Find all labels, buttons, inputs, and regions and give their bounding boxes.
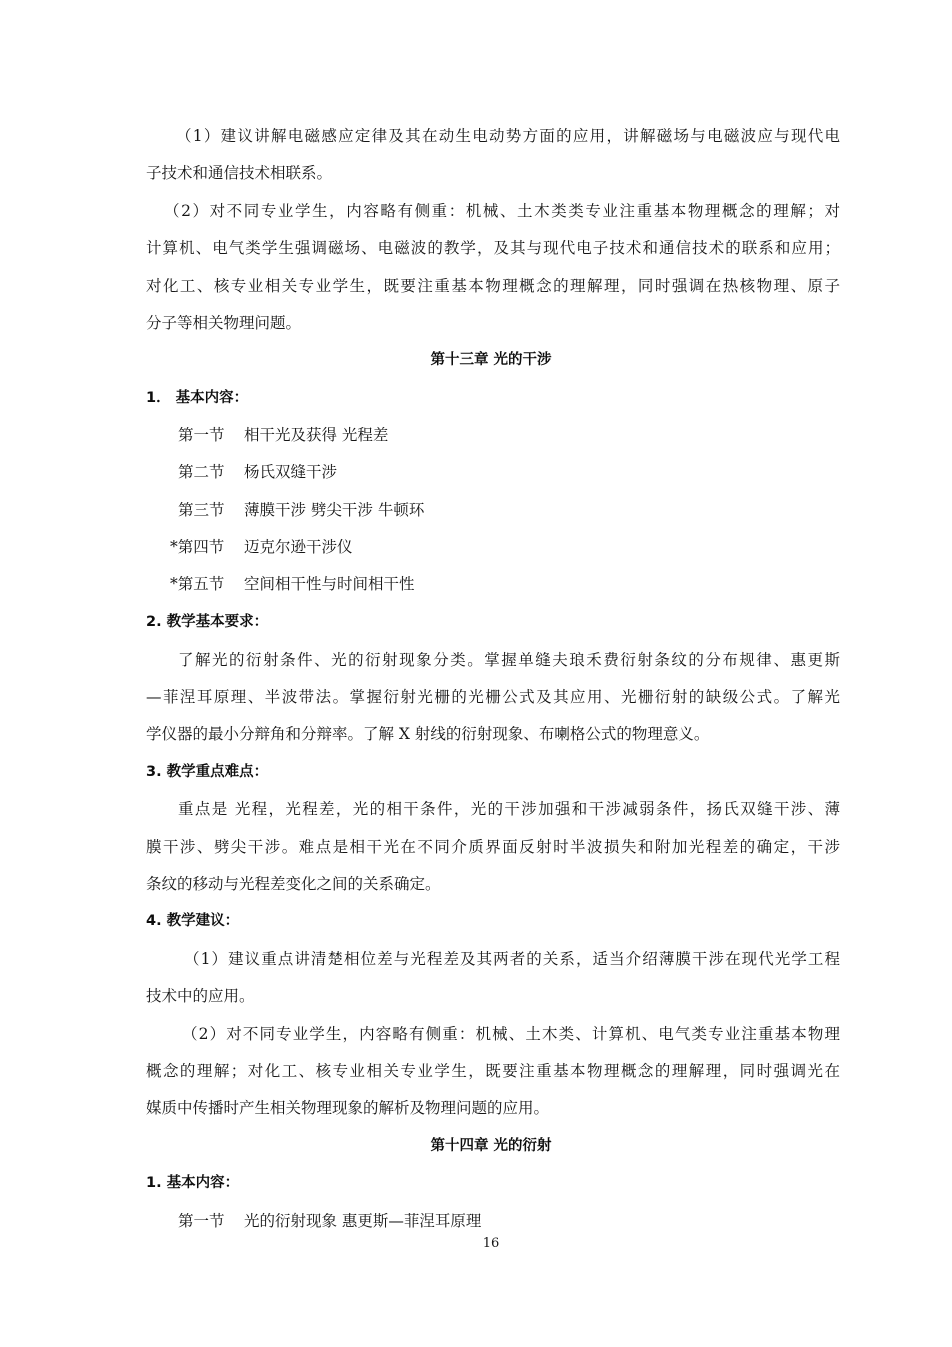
paragraph-line: （1）建议重点讲清楚相位差与光程差及其两者的关系，适当介绍薄膜干涉在现代光学工程 (184, 950, 840, 968)
section-heading: 4. 教学建议： (146, 913, 240, 929)
section-title: 杨氏双缝干涉 (244, 463, 338, 481)
section-list-item (170, 574, 415, 594)
section-heading: 1． 基本内容： (146, 390, 249, 406)
paragraph-line: 子技术和通信技术相联系。 (146, 164, 333, 182)
section-number: 第一节 (178, 426, 225, 444)
section-heading: 2. 教学基本要求： (146, 614, 269, 630)
paragraph-line: （2）对不同专业学生，内容略有侧重：机械、土木类类专业注重基本物理概念的理解；对 (164, 202, 840, 220)
chapter-title: 第十三章 光的干涉 (430, 352, 552, 368)
paragraph-line: 计算机、电气类学生强调磁场、电磁波的教学，及其与现代电子技术和通信技术的联系和应用； (146, 239, 840, 257)
section-title: 相干光及获得 光程差 (244, 426, 389, 444)
paragraph-line: 技术中的应用。 (146, 987, 255, 1005)
section-number: 第三节 (178, 501, 225, 519)
paragraph-line: 学仪器的最小分辩角和分辩率。了解 X 射线的衍射现象、布喇格公式的物理意义。 (146, 725, 710, 743)
section-heading: 1. 基本内容： (146, 1175, 240, 1191)
paragraph-line: （1）建议讲解电磁感应定律及其在动生电动势方面的应用，讲解磁场与电磁波应与现代电 (176, 127, 840, 145)
paragraph-line: 分子等相关物理问题。 (146, 314, 302, 332)
section-list-item (170, 537, 353, 557)
section-title: 薄膜干涉 劈尖干涉 牛顿环 (244, 501, 425, 519)
chapter-title: 第十四章 光的衍射 (430, 1138, 552, 1154)
section-number: 第一节 (178, 1212, 225, 1230)
paragraph-line: 了解光的衍射条件、光的衍射现象分类。掌握单缝夫琅禾费衍射条纹的分布规律、惠更斯 (178, 651, 840, 669)
paragraph-line: （2）对不同专业学生，内容略有侧重：机械、土木类、计算机、电气类专业注重基本物理 (182, 1025, 840, 1043)
page-number: 16 (482, 1236, 500, 1251)
paragraph-line: 对化工、核专业相关专业学生，既要注重基本物理概念的理解理，同时强调在热核物理、原子 (146, 277, 840, 295)
paragraph-line: 膜干涉、劈尖干涉。难点是相干光在不同介质界面反射时半波损失和附加光程差的确定，干涉 (146, 838, 840, 856)
paragraph-line: 媒质中传播时产生相关物理现象的解析及物理问题的应用。 (146, 1099, 550, 1117)
section-list-item (178, 500, 424, 520)
section-list-item (178, 1211, 481, 1231)
section-title: 光的衍射现象 惠更斯—菲涅耳原理 (244, 1212, 482, 1230)
section-number: 第二节 (178, 463, 225, 481)
paragraph-line: —菲涅耳原理、半波带法。掌握衍射光栅的光栅公式及其应用、光栅衍射的缺级公式。了解光 (146, 688, 840, 706)
paragraph-line: 概念的理解；对化工、核专业相关专业学生，既要注重基本物理概念的理解理，同时强调光在 (146, 1062, 840, 1080)
section-number: *第五节 (170, 575, 225, 593)
section-title: 迈克尔逊干涉仪 (244, 538, 353, 556)
section-list-item (178, 425, 388, 445)
section-number: *第四节 (170, 538, 225, 556)
section-list-item (178, 462, 337, 482)
paragraph-line: 条纹的移动与光程差变化之间的关系确定。 (146, 875, 441, 893)
section-heading: 3. 教学重点难点： (146, 764, 269, 780)
section-title: 空间相干性与时间相干性 (244, 575, 415, 593)
paragraph-line: 重点是 光程，光程差，光的相干条件，光的干涉加强和干涉减弱条件，扬氏双缝干涉、薄 (178, 800, 840, 818)
